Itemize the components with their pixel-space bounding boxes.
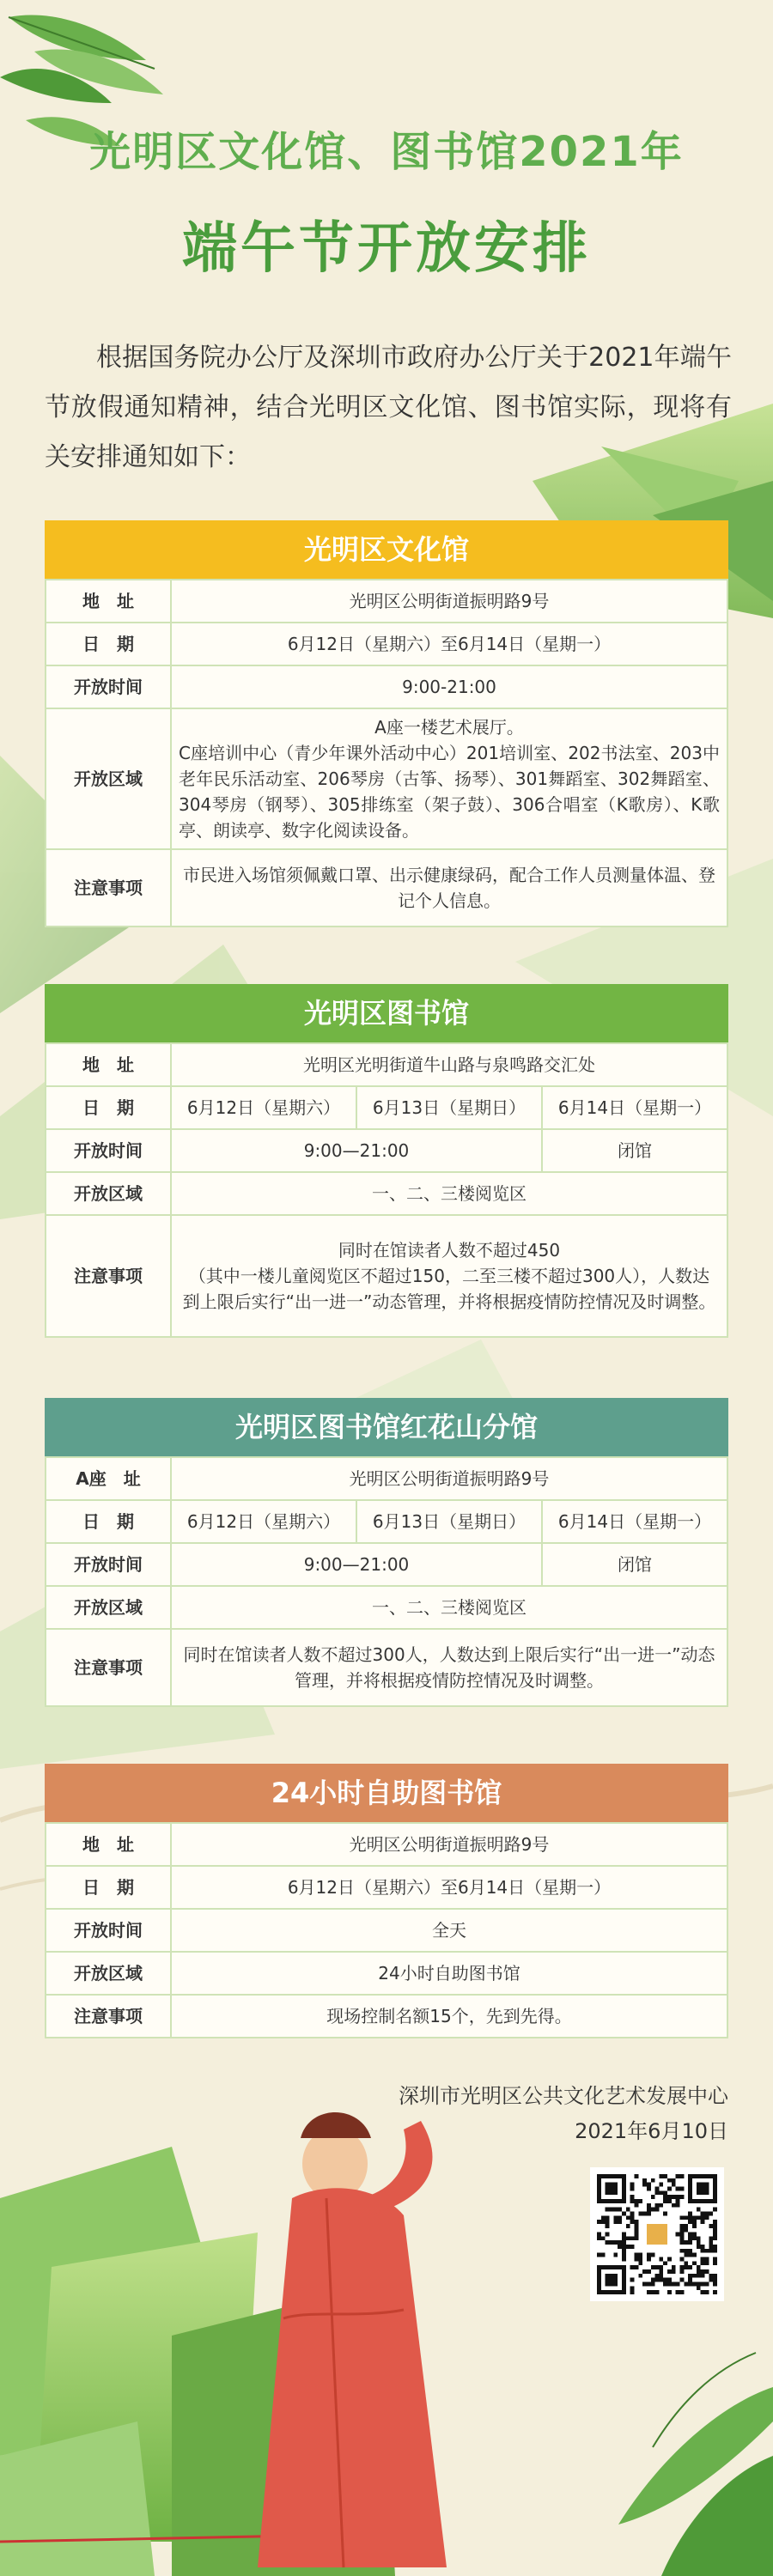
row-label-date: 日 期: [46, 1500, 171, 1543]
row-label-area: 开放区域: [46, 708, 171, 849]
closed-value: 闭馆: [542, 1543, 727, 1586]
notes-value: [171, 1215, 727, 1337]
info-table: [45, 1042, 728, 1338]
area-value: 一、二、三楼阅览区: [171, 1586, 727, 1629]
table-row: [46, 665, 727, 708]
qr-code-icon: [590, 2167, 724, 2301]
row-label-hours: 开放时间: [46, 1543, 171, 1586]
hours-value: 全天: [171, 1909, 727, 1952]
table-row: [46, 623, 727, 665]
row-label-notes: 注意事项: [46, 1215, 171, 1337]
row-label-area: 开放区域: [46, 1586, 171, 1629]
area-line1: A座一楼艺术展厅。: [374, 717, 524, 738]
table-row: [46, 1043, 727, 1086]
section-title: 光明区图书馆红花山分馆: [45, 1398, 728, 1456]
table-row: [46, 1823, 727, 1866]
table-row: [46, 1172, 727, 1215]
table-row: [46, 849, 727, 927]
section-24h-library: [45, 1764, 728, 2038]
info-table: [45, 1822, 728, 2038]
table-row: [46, 1500, 727, 1543]
date-value: 6月12日（星期六）至6月14日（星期一）: [171, 1866, 727, 1909]
section-library: [45, 984, 728, 1338]
table-row: [46, 1543, 727, 1586]
row-label-address: 地 址: [46, 1823, 171, 1866]
date-value: 6月12日（星期六）至6月14日（星期一）: [171, 623, 727, 665]
hours-value: 9:00—21:00: [171, 1543, 542, 1586]
table-row: [46, 1952, 727, 1995]
table-row: [46, 708, 727, 849]
area-value: [171, 708, 727, 849]
section-title: 24小时自助图书馆: [45, 1764, 728, 1822]
table-row: [46, 580, 727, 623]
section-title: 光明区图书馆: [45, 984, 728, 1042]
notes-line1: 同时在馆读者人数不超过450: [338, 1240, 561, 1261]
notes-value: 市民进入场馆须佩戴口罩、出示健康绿码，配合工作人员测量体温、登记个人信息。: [171, 849, 727, 927]
bamboo-leaf-icon: [618, 2353, 773, 2576]
date-cell: 6月14日（星期一）: [542, 1500, 727, 1543]
section-culture-center: [45, 520, 728, 927]
footer-organization: 深圳市光明区公共文化艺术发展中心: [399, 2084, 728, 2108]
notes-line2: （其中一楼儿童阅览区不超过150，二至三楼不超过300人），人数达到上限后实行“出一进一”动态管理，并将根据疫情防控情况及时调整。: [182, 1266, 716, 1312]
date-cell: 6月14日（星期一）: [542, 1086, 727, 1129]
table-row: [46, 1586, 727, 1629]
hours-value: 9:00—21:00: [171, 1129, 542, 1172]
table-row: [46, 1866, 727, 1909]
table-row: [46, 1909, 727, 1952]
table-row: [46, 1629, 727, 1706]
row-label-date: 日 期: [46, 1866, 171, 1909]
closed-value: 闭馆: [542, 1129, 727, 1172]
area-value: 一、二、三楼阅览区: [171, 1172, 727, 1215]
area-line2: C座培训中心（青少年课外活动中心）201培训室、202书法室、203中老年民乐活动室、206琴房（古筝、扬琴）、301舞蹈室、302舞蹈室、304琴房（钢琴）、305排练室（架子鼓）、306合唱室（K歌房）、K歌亭、朗读亭、数字化阅读设备。: [179, 743, 720, 841]
page-title-line1: 光明区文化馆、图书馆2021年: [89, 128, 684, 176]
row-label-date: 日 期: [46, 1086, 171, 1129]
address-value: 光明区公明街道振明路9号: [171, 1457, 727, 1500]
info-table: [45, 1456, 728, 1707]
table-row: [46, 1457, 727, 1500]
table-row: [46, 1215, 727, 1337]
row-label-hours: 开放时间: [46, 1129, 171, 1172]
row-label-notes: 注意事项: [46, 1629, 171, 1706]
row-label-notes: 注意事项: [46, 849, 171, 927]
table-row: [46, 1129, 727, 1172]
table-row: [46, 1995, 727, 2038]
date-cell: 6月13日（星期日）: [356, 1500, 542, 1543]
area-value: 24小时自助图书馆: [171, 1952, 727, 1995]
row-label-area: 开放区域: [46, 1952, 171, 1995]
notes-value: 现场控制名额15个，先到先得。: [171, 1995, 727, 2038]
row-label-address: 地 址: [46, 580, 171, 623]
address-value: 光明区光明街道牛山路与泉鸣路交汇处: [171, 1043, 727, 1086]
footer-date: 2021年6月10日: [575, 2119, 728, 2143]
row-label-address: 地 址: [46, 1043, 171, 1086]
poet-figure-illustration: [258, 2112, 447, 2567]
page-title-line2: 端午节开放安排: [182, 217, 591, 281]
row-label-area: 开放区域: [46, 1172, 171, 1215]
intro-paragraph: 根据国务院办公厅及深圳市政府办公厅关于2021年端午节放假通知精神，结合光明区文化馆、图书馆实际，现将有关安排通知如下：: [45, 343, 732, 472]
row-label-address: A座 址: [46, 1457, 171, 1500]
notes-value: 同时在馆读者人数不超过300人，人数达到上限后实行“出一进一”动态管理，并将根据疫情防控情况及时调整。: [171, 1629, 727, 1706]
date-cell: 6月13日（星期日）: [356, 1086, 542, 1129]
row-label-hours: 开放时间: [46, 665, 171, 708]
table-row: [46, 1086, 727, 1129]
row-label-hours: 开放时间: [46, 1909, 171, 1952]
section-title: 光明区文化馆: [45, 520, 728, 579]
row-label-date: 日 期: [46, 623, 171, 665]
address-value: 光明区公明街道振明路9号: [171, 580, 727, 623]
hours-value: 9:00-21:00: [171, 665, 727, 708]
date-cell: 6月12日（星期六）: [171, 1086, 356, 1129]
date-cell: 6月12日（星期六）: [171, 1500, 356, 1543]
info-table: [45, 579, 728, 927]
address-value: 光明区公明街道振明路9号: [171, 1823, 727, 1866]
row-label-notes: 注意事项: [46, 1995, 171, 2038]
section-honghuashan-branch: [45, 1398, 728, 1707]
